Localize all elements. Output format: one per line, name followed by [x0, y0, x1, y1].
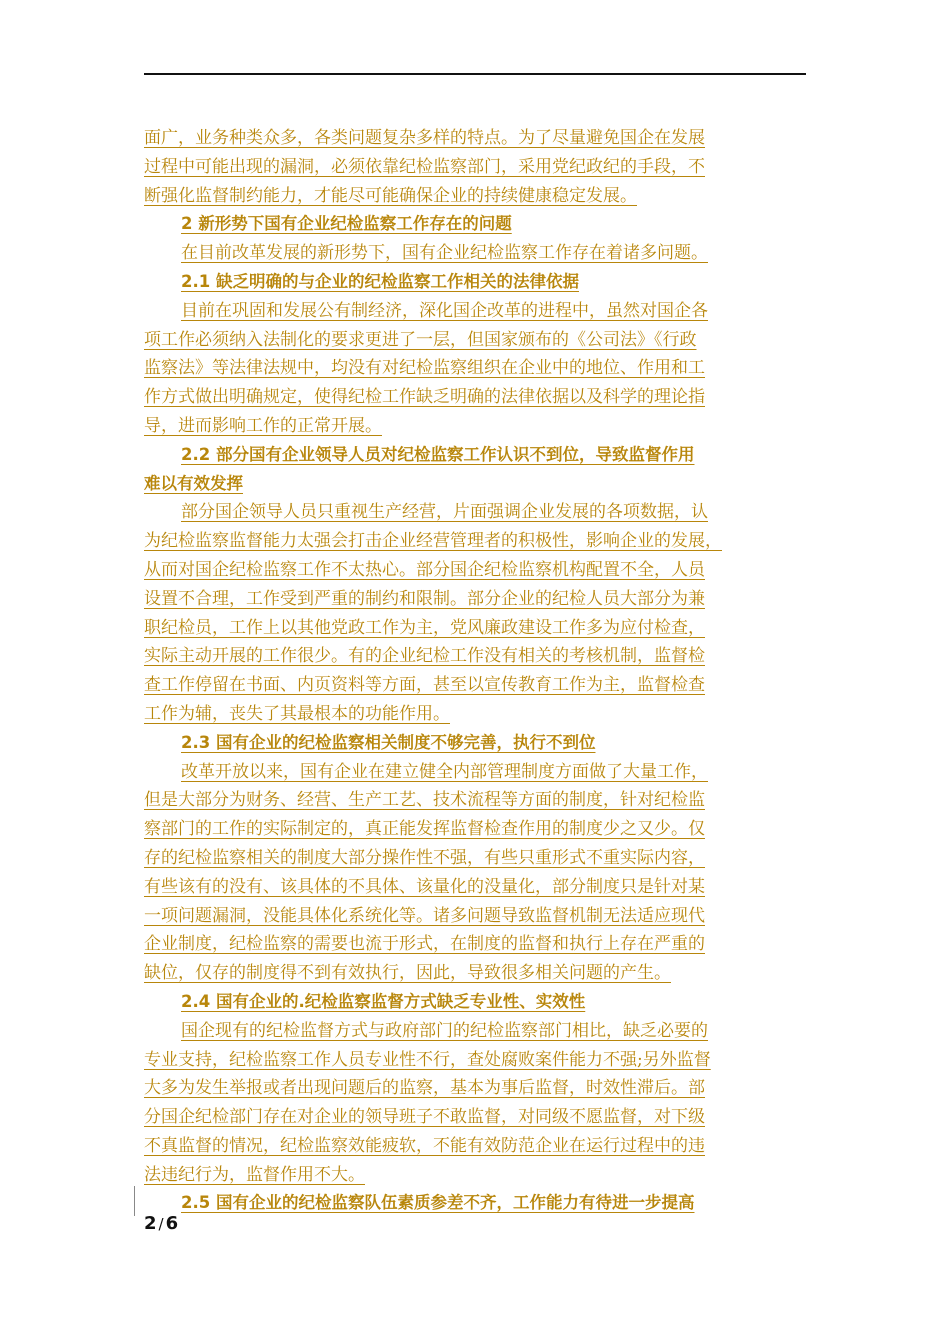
section-heading-line: [144, 441, 809, 470]
line-text: 不真监督的情况，纪检监察效能疲软，不能有效防范企业在运行过程中的违: [144, 1135, 705, 1156]
paragraph-line: [144, 527, 809, 556]
line-text: 难以有效发挥: [144, 473, 243, 493]
paragraph-line: [144, 815, 809, 844]
line-text: 2.5 国有企业的纪检监察队伍素质参差不齐，工作能力有待进一步提高: [181, 1193, 695, 1213]
section-heading-line: [144, 210, 809, 239]
section-heading-line: [144, 1189, 809, 1218]
line-text: 导，进而影响工作的正常开展。: [144, 415, 382, 436]
section-heading-line: [144, 988, 809, 1017]
line-text: 2.2 部分国有企业领导人员对纪检监察工作认识不到位，导致监督作用: [181, 444, 695, 464]
paragraph-line: [144, 902, 809, 931]
line-text: 实际主动开展的工作很少。有的企业纪检工作没有相关的考核机制，监督检: [144, 646, 705, 667]
paragraph-line: [144, 614, 809, 643]
paragraph-line: [144, 1132, 809, 1161]
line-text: 目前在巩固和发展公有制经济，深化国企改革的进程中，虽然对国企各: [181, 300, 708, 321]
line-text: 过程中可能出现的漏洞，必须依靠纪检监察部门，采用党纪政纪的手段，不: [144, 156, 705, 177]
page-number: [144, 1213, 178, 1234]
line-text: 部分国企领导人员只重视生产经营，片面强调企业发展的各项数据，认: [181, 502, 708, 523]
paragraph-line: [144, 498, 809, 527]
line-text: 存的纪检监察相关的制度大部分操作性不强，有些只重形式不重实际内容，: [144, 847, 705, 868]
paragraph-line: [144, 758, 809, 787]
paragraph-line: [144, 1074, 809, 1103]
line-text: 作方式做出明确规定，使得纪检工作缺乏明确的法律依据以及科学的理论指: [144, 387, 705, 408]
paragraph-line: [144, 930, 809, 959]
paragraph-line: [144, 642, 809, 671]
section-heading-line: [144, 470, 809, 499]
line-text: 2.3 国有企业的纪检监察相关制度不够完善，执行不到位: [181, 732, 596, 752]
line-text: 监察法》等法律法规中，均没有对纪检监察组织在企业中的地位、作用和工: [144, 358, 705, 379]
paragraph-line: [144, 297, 809, 326]
line-text: 但是大部分为财务、经营、生产工艺、技术流程等方面的制度，针对纪检监: [144, 790, 705, 811]
paragraph-line: [144, 959, 809, 988]
line-text: 从而对国企纪检监察工作不太热心。部分国企纪检监察机构配置不全，人员: [144, 559, 705, 580]
paragraph-line: [144, 1017, 809, 1046]
line-text: 一项问题漏洞，没能具体化系统化等。诸多问题导致监督机制无法适应现代: [144, 905, 705, 926]
page-total: 6: [165, 1213, 179, 1234]
page-current: 2: [144, 1213, 157, 1234]
line-text: 2.4 国有企业的.纪检监察监督方式缺乏专业性、实效性: [181, 991, 586, 1011]
page-separator: /: [158, 1215, 164, 1233]
paragraph-line: [144, 412, 809, 441]
line-text: 断强化监督制约能力，才能尽可能确保企业的持续健康稳定发展。: [144, 185, 637, 206]
paragraph-line: [144, 671, 809, 700]
section-heading-line: [144, 268, 809, 297]
paragraph-line: [144, 153, 809, 182]
line-text: 改革开放以来，国有企业在建立健全内部管理制度方面做了大量工作，: [181, 761, 708, 782]
line-text: 国企现有的纪检监督方式与政府部门的纪检监察部门相比，缺乏必要的: [181, 1020, 708, 1041]
line-text: 专业支持，纪检监察工作人员专业性不行，查处腐败案件能力不强;另外监督: [144, 1049, 711, 1070]
paragraph-line: [144, 786, 809, 815]
line-text: 察部门的工作的实际制定的，真正能发挥监督检查作用的制度少之又少。仅: [144, 819, 705, 840]
paragraph-line: [144, 1103, 809, 1132]
line-text: 缺位，仅存的制度得不到有效执行，因此，导致很多相关问题的产生。: [144, 963, 671, 984]
line-text: 2.1 缺乏明确的与企业的纪检监察工作相关的法律依据: [181, 271, 579, 291]
paragraph-line: [144, 124, 809, 153]
line-text: 有些该有的没有、该具体的不具体、该量化的没量化，部分制度只是针对某: [144, 876, 705, 897]
paragraph-line: [144, 354, 809, 383]
line-text: 企业制度，纪检监察的需要也流于形式，在制度的监督和执行上存在严重的: [144, 934, 705, 955]
line-text: 大多为发生举报或者出现问题后的监察，基本为事后监督，时效性滞后。部: [144, 1078, 705, 1099]
paragraph-line: [144, 383, 809, 412]
line-text: 工作为辅，丧失了其最根本的功能作用。: [144, 703, 450, 724]
paragraph-line: [144, 239, 809, 268]
paragraph-line: [144, 1161, 809, 1190]
paragraph-line: [144, 700, 809, 729]
margin-change-bar: [134, 1186, 135, 1216]
paragraph-line: [144, 585, 809, 614]
line-text: 面广，业务种类众多，各类问题复杂多样的特点。为了尽量避免国企在发展: [144, 128, 705, 148]
paragraph-line: [144, 844, 809, 873]
line-text: 设置不合理，工作受到严重的制约和限制。部分企业的纪检人员大部分为兼: [144, 588, 705, 609]
line-text: 项工作必须纳入法制化的要求更进了一层，但国家颁布的《公司法》《行政: [144, 329, 697, 350]
document-body: [144, 124, 809, 1218]
line-text: 在目前改革发展的新形势下，国有企业纪检监察工作存在着诸多问题。: [181, 243, 708, 264]
line-text: 查工作停留在书面、内页资料等方面，甚至以宣传教育工作为主，监督检查: [144, 675, 705, 696]
section-heading-line: [144, 729, 809, 758]
paragraph-line: [144, 556, 809, 585]
line-text: 2 新形势下国有企业纪检监察工作存在的问题: [181, 214, 512, 234]
header-rule: [144, 73, 806, 75]
paragraph-line: [144, 1046, 809, 1075]
line-text: 分国企纪检部门存在对企业的领导班子不敢监督，对同级不愿监督，对下级: [144, 1107, 705, 1128]
line-text: 法违纪行为，监督作用不大。: [144, 1164, 365, 1185]
paragraph-line: [144, 326, 809, 355]
paragraph-line: [144, 873, 809, 902]
paragraph-line: [144, 182, 809, 211]
line-text: 职纪检员，工作上以其他党政工作为主，党风廉政建设工作多为应付检查，: [144, 617, 705, 638]
line-text: 为纪检监察监督能力太强会打击企业经营管理者的积极性，影响企业的发展，: [144, 531, 722, 552]
